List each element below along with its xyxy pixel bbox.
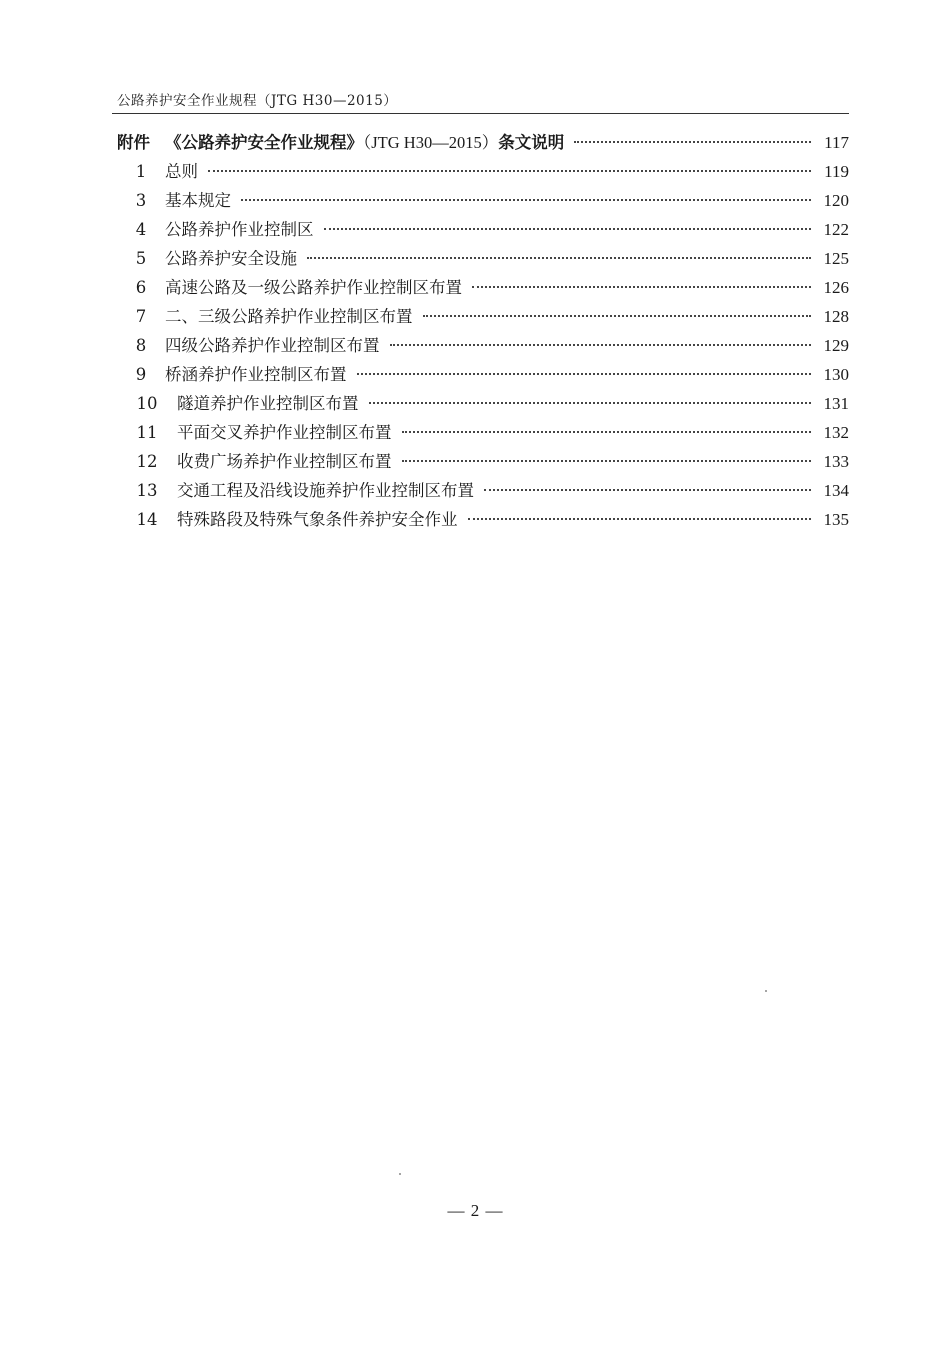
page-number: — 2 — [447,1201,504,1220]
toc-title-code: （JTG H30—2015） [363,133,499,152]
toc-entry-title: 收费广场养护作业控制区布置 [177,452,392,471]
dot-leader [574,141,811,143]
toc-entry-number: 9 [135,365,147,384]
toc-page-number: 134 [823,481,849,500]
toc-entry-title: 高速公路及一级公路养护作业控制区布置 [165,278,462,297]
dot-leader [472,286,811,288]
dot-leader [208,170,811,172]
toc-entry-label: 附件 [117,133,150,152]
toc-entry-number: 1 [135,162,147,181]
toc-page-number: 117 [824,133,849,152]
scan-speck [399,1173,401,1175]
table-of-contents [117,129,849,535]
dot-leader [484,489,811,491]
toc-entry-title: 四级公路养护作业控制区布置 [165,336,380,355]
toc-entry[interactable] [117,361,849,390]
toc-entry-title: 总则 [165,162,198,181]
toc-page-number: 135 [823,510,849,529]
toc-entry-title: 桥涵养护作业控制区布置 [165,365,347,384]
dot-leader [241,199,811,201]
toc-entry-title: 平面交叉养护作业控制区布置 [177,423,392,442]
toc-entry-number: 14 [136,510,158,529]
toc-page-number: 119 [824,162,849,181]
toc-entry-number: 7 [135,307,147,326]
toc-entry[interactable] [117,448,849,477]
toc-entry-title: 隧道养护作业控制区布置 [177,394,359,413]
toc-page-number: 128 [823,307,849,326]
dot-leader [423,315,812,317]
toc-entry-title: 公路养护作业控制区 [165,220,314,239]
header-rule [112,113,849,114]
scan-speck [765,990,767,992]
toc-page-number: 126 [823,278,849,297]
toc-page-number: 122 [823,220,849,239]
toc-entry-number: 4 [135,220,147,239]
running-header: 公路养护安全作业规程（JTG H30—2015） [117,93,398,109]
dot-leader [468,518,812,520]
toc-entry[interactable] [117,158,849,187]
toc-entry-number: 11 [136,423,158,442]
toc-page-number: 130 [823,365,849,384]
toc-entry[interactable] [117,506,849,535]
toc-entry[interactable] [117,390,849,419]
toc-entry-number: 8 [135,336,147,355]
toc-entry-appendix[interactable] [117,129,849,158]
toc-entry[interactable] [117,187,849,216]
dot-leader [390,344,812,346]
toc-page-number: 129 [823,336,849,355]
toc-page-number: 131 [823,394,849,413]
toc-entry-title: 基本规定 [165,191,231,210]
toc-entry-number: 13 [136,481,158,500]
toc-entry-title: 二、三级公路养护作业控制区布置 [165,307,413,326]
toc-entry-number: 10 [136,394,158,413]
toc-entry-number: 3 [135,191,147,210]
toc-page-number: 120 [823,191,849,210]
toc-entry-title: 公路养护安全设施 [165,249,297,268]
toc-entry-title: 特殊路段及特殊气象条件养护安全作业 [177,510,458,529]
dot-leader [357,373,812,375]
toc-entry-number: 12 [136,452,158,471]
toc-page-number: 133 [823,452,849,471]
toc-title-suffix: 条文说明 [498,133,565,152]
toc-entry-title: 交通工程及沿线设施养护作业控制区布置 [177,481,474,500]
dot-leader [402,460,812,462]
dot-leader [324,228,812,230]
dot-leader [402,431,812,433]
toc-entry[interactable] [117,274,849,303]
dot-leader [369,402,812,404]
dot-leader [307,257,811,259]
toc-entry-number: 5 [135,249,147,268]
toc-entry-title [165,129,564,153]
toc-page-number: 132 [823,423,849,442]
toc-entry[interactable] [117,332,849,361]
toc-entry-number: 6 [135,278,147,297]
toc-entry[interactable] [117,303,849,332]
toc-title-prefix: 《公路养护安全作业规程》 [165,133,363,152]
toc-entry[interactable] [117,245,849,274]
toc-entry[interactable] [117,216,849,245]
toc-entry[interactable] [117,419,849,448]
toc-entry[interactable] [117,477,849,506]
toc-page-number: 125 [823,249,849,268]
